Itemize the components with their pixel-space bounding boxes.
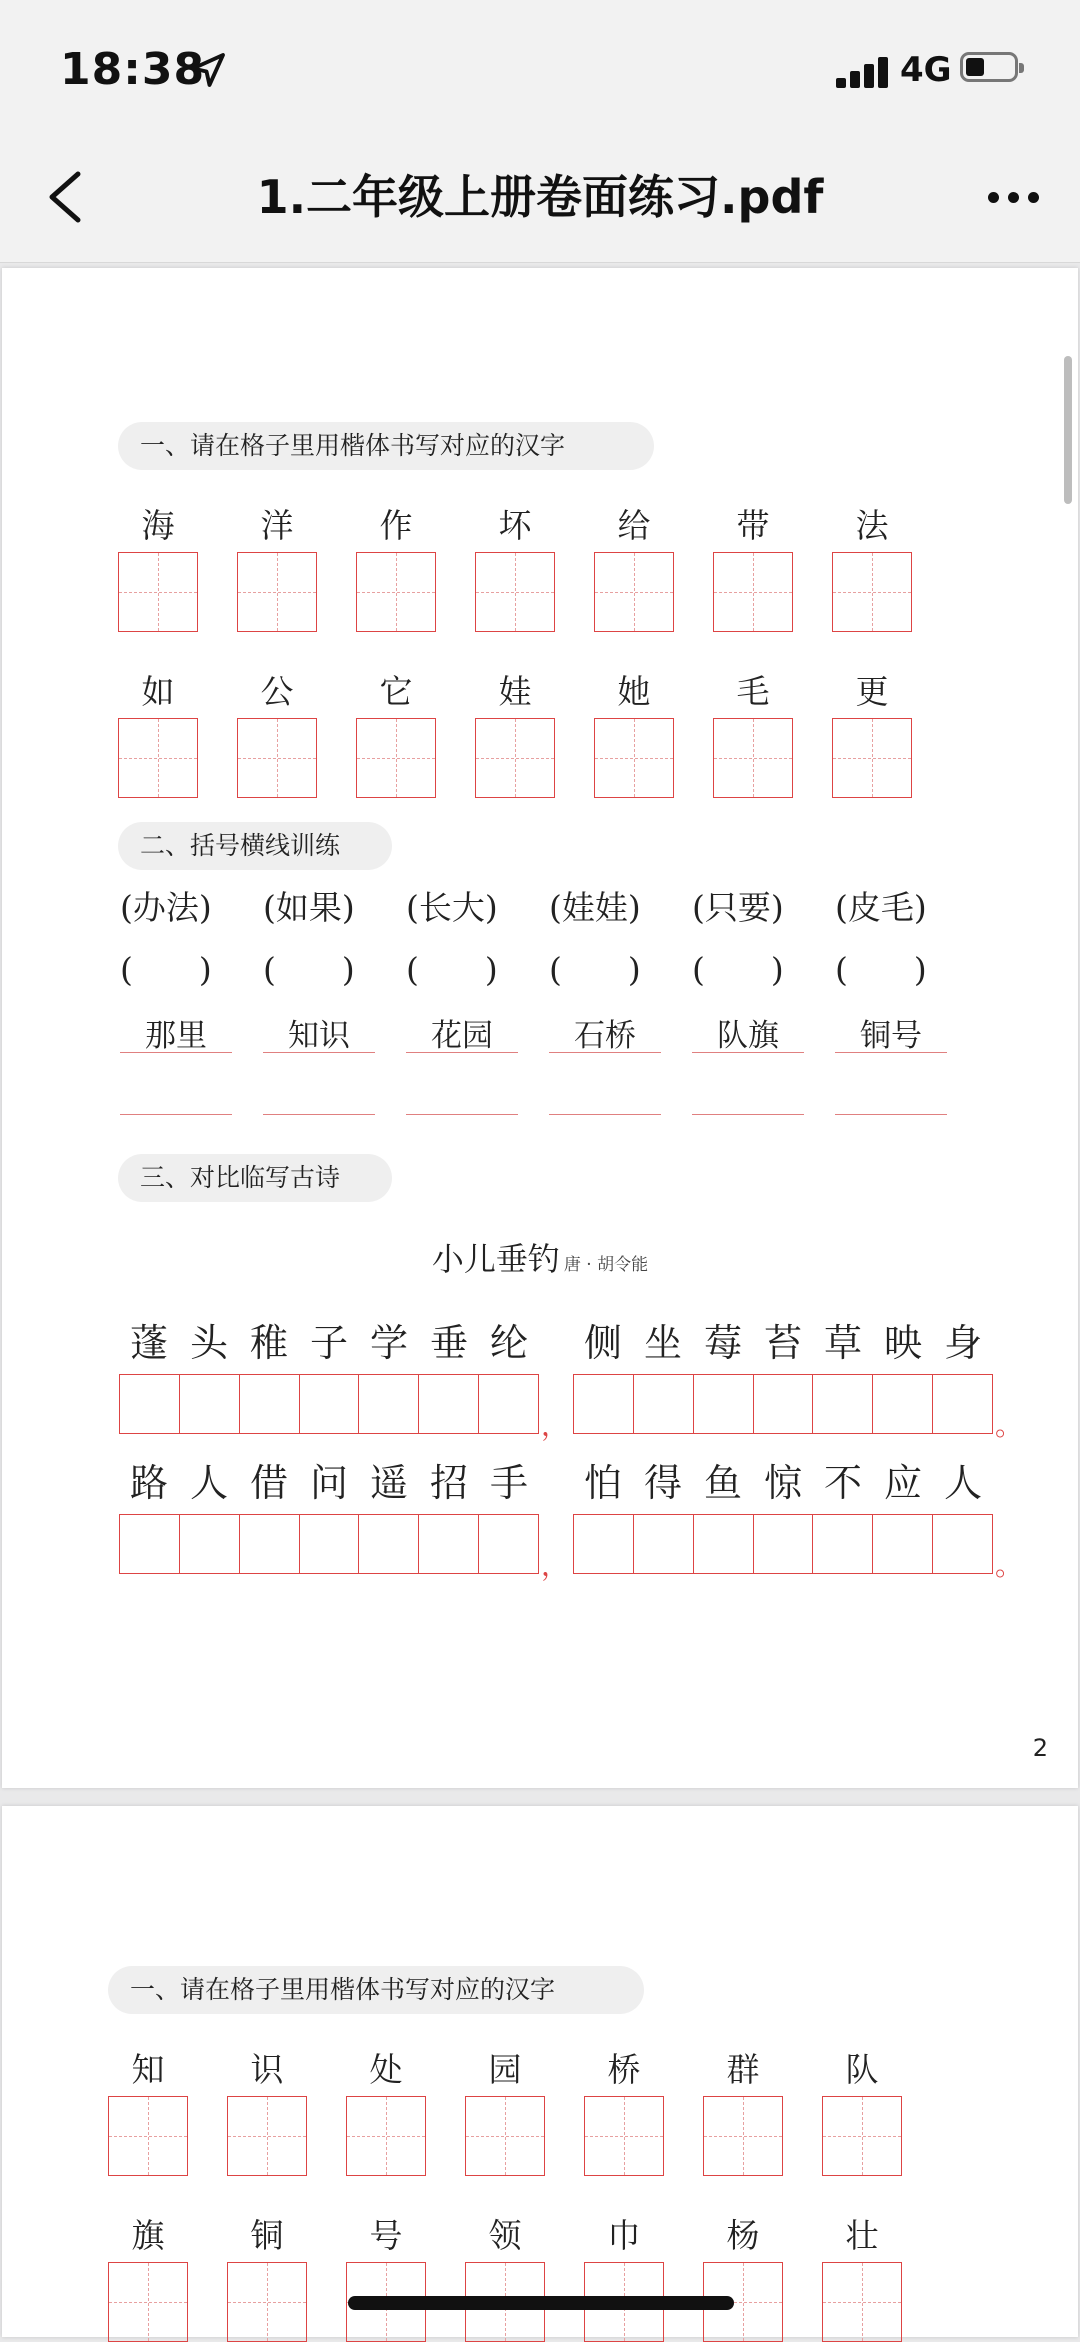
tianzige-box bbox=[594, 552, 674, 632]
tianzige-box bbox=[594, 718, 674, 798]
bracket-word: (娃娃) bbox=[549, 888, 641, 927]
underline bbox=[120, 1052, 232, 1053]
tianzige-box bbox=[356, 718, 436, 798]
poem-char: 侧 bbox=[583, 1321, 622, 1365]
tianzige-box bbox=[118, 718, 198, 798]
poem-char: 莓 bbox=[703, 1321, 742, 1365]
empty-bracket: ( ) bbox=[406, 950, 498, 989]
tianzige-box bbox=[822, 2262, 902, 2342]
tianzige-box bbox=[822, 2096, 902, 2176]
location-arrow-icon bbox=[190, 52, 226, 88]
hanzi-char: 群 bbox=[726, 2050, 760, 2089]
underline bbox=[835, 1114, 947, 1115]
poem-char: 草 bbox=[823, 1321, 862, 1365]
section-heading: 三、对比临写古诗 bbox=[118, 1154, 392, 1202]
network-type: 4G bbox=[900, 50, 952, 90]
hanzi-char: 她 bbox=[617, 672, 651, 711]
bracket-word: (皮毛) bbox=[835, 888, 927, 927]
hanzi-char: 法 bbox=[855, 506, 889, 545]
hanzi-char: 领 bbox=[488, 2216, 522, 2255]
tianzige-box bbox=[475, 718, 555, 798]
hanzi-char: 处 bbox=[369, 2050, 403, 2089]
poem-char: 路 bbox=[129, 1461, 168, 1505]
empty-bracket: ( ) bbox=[120, 950, 212, 989]
hanzi-char: 桥 bbox=[607, 2050, 641, 2089]
poem-author: 唐 · 胡令能 bbox=[563, 1255, 649, 1275]
hanzi-char: 海 bbox=[141, 506, 175, 545]
hanzi-char: 洋 bbox=[260, 506, 294, 545]
tianzige-box bbox=[118, 552, 198, 632]
poem-char: 借 bbox=[249, 1461, 288, 1505]
tianzige-box bbox=[227, 2262, 307, 2342]
poem-char: 鱼 bbox=[703, 1461, 742, 1505]
tianzige-box bbox=[237, 718, 317, 798]
status-bar bbox=[0, 0, 1080, 140]
underline-word: 队旗 bbox=[717, 1018, 779, 1054]
hanzi-char: 毛 bbox=[736, 672, 770, 711]
poem-char: 子 bbox=[309, 1321, 348, 1365]
tianzige-box bbox=[832, 552, 912, 632]
bracket-word: (办法) bbox=[120, 888, 212, 927]
hanzi-char: 识 bbox=[250, 2050, 284, 2089]
empty-bracket: ( ) bbox=[549, 950, 641, 989]
poem-char: 头 bbox=[189, 1321, 228, 1365]
poem-char: 遥 bbox=[369, 1461, 408, 1505]
poem-char: 招 bbox=[429, 1461, 468, 1505]
hanzi-char: 旗 bbox=[131, 2216, 165, 2255]
tianzige-box bbox=[703, 2096, 783, 2176]
battery-icon bbox=[960, 52, 1018, 82]
pdf-page bbox=[2, 1806, 1078, 2337]
hanzi-char: 公 bbox=[260, 672, 294, 711]
comma: ， bbox=[541, 1409, 570, 1442]
poem-char: 稚 bbox=[249, 1321, 288, 1365]
cellular-signal-icon bbox=[836, 56, 890, 88]
document-title: 1.二年级上册卷面练习.pdf bbox=[256, 170, 824, 224]
page-number: 2 bbox=[1032, 1734, 1048, 1762]
underline bbox=[835, 1052, 947, 1053]
hanzi-char: 更 bbox=[855, 672, 889, 711]
poem-char: 惊 bbox=[763, 1461, 802, 1505]
underline-word: 铜号 bbox=[860, 1018, 922, 1054]
hanzi-char: 坏 bbox=[498, 506, 532, 545]
poem-title-text: 小儿垂钓 bbox=[431, 1240, 560, 1278]
tianzige-box bbox=[713, 718, 793, 798]
pdf-page bbox=[2, 268, 1078, 1788]
poem-char: 人 bbox=[189, 1461, 228, 1505]
underline-word: 知识 bbox=[288, 1018, 350, 1054]
tianzige-box bbox=[346, 2096, 426, 2176]
period: 。 bbox=[995, 1409, 1024, 1442]
bracket-word: (只要) bbox=[692, 888, 784, 927]
underline bbox=[406, 1052, 518, 1053]
hanzi-char: 带 bbox=[736, 506, 770, 545]
tianzige-box bbox=[465, 2096, 545, 2176]
copy-grid-row bbox=[573, 1374, 993, 1434]
hanzi-char: 号 bbox=[369, 2216, 403, 2255]
hanzi-char: 杨 bbox=[726, 2216, 760, 2255]
poem-char: 学 bbox=[369, 1321, 408, 1365]
section-heading: 一、请在格子里用楷体书写对应的汉字 bbox=[108, 1966, 644, 2014]
bracket-word: (长大) bbox=[406, 888, 498, 927]
poem-char: 应 bbox=[883, 1461, 922, 1505]
hanzi-char: 作 bbox=[379, 506, 413, 545]
underline-word: 花园 bbox=[431, 1018, 493, 1054]
hanzi-char: 壮 bbox=[845, 2216, 879, 2255]
underline-word: 那里 bbox=[145, 1018, 207, 1054]
poem-char: 得 bbox=[643, 1461, 682, 1505]
underline bbox=[120, 1114, 232, 1115]
tianzige-box bbox=[584, 2096, 664, 2176]
section-heading: 一、请在格子里用楷体书写对应的汉字 bbox=[118, 422, 654, 470]
underline bbox=[549, 1114, 661, 1115]
poem-char: 映 bbox=[883, 1321, 922, 1365]
poem-title bbox=[2, 1234, 1078, 1280]
poem-char: 怕 bbox=[583, 1461, 622, 1505]
underline bbox=[263, 1114, 375, 1115]
tianzige-box bbox=[108, 2096, 188, 2176]
poem-char: 手 bbox=[489, 1461, 528, 1505]
hanzi-char: 如 bbox=[141, 672, 175, 711]
poem-char: 人 bbox=[943, 1461, 982, 1505]
underline bbox=[692, 1052, 804, 1053]
comma: ， bbox=[541, 1549, 570, 1582]
copy-grid-row bbox=[119, 1374, 539, 1434]
hanzi-char: 铜 bbox=[250, 2216, 284, 2255]
poem-char: 垂 bbox=[429, 1321, 468, 1365]
tianzige-box bbox=[356, 552, 436, 632]
underline-word: 石桥 bbox=[574, 1018, 636, 1054]
tianzige-box bbox=[237, 552, 317, 632]
period: 。 bbox=[995, 1549, 1024, 1582]
tianzige-box bbox=[713, 552, 793, 632]
poem-char: 苔 bbox=[763, 1321, 802, 1365]
poem-char: 问 bbox=[309, 1461, 348, 1505]
poem-char: 坐 bbox=[643, 1321, 682, 1365]
hanzi-char: 巾 bbox=[607, 2216, 641, 2255]
scrollbar[interactable] bbox=[1064, 356, 1072, 504]
tianzige-box bbox=[108, 2262, 188, 2342]
section-heading: 二、括号横线训练 bbox=[118, 822, 392, 870]
underline bbox=[406, 1114, 518, 1115]
bracket-word: (如果) bbox=[263, 888, 355, 927]
more-options-icon[interactable] bbox=[984, 178, 1044, 218]
tianzige-box bbox=[227, 2096, 307, 2176]
poem-char: 身 bbox=[943, 1321, 982, 1365]
status-time: 18:38 bbox=[60, 44, 206, 95]
tianzige-box bbox=[475, 552, 555, 632]
underline bbox=[263, 1052, 375, 1053]
home-indicator[interactable] bbox=[348, 2296, 734, 2310]
underline bbox=[692, 1114, 804, 1115]
copy-grid-row bbox=[119, 1514, 539, 1574]
hanzi-char: 知 bbox=[131, 2050, 165, 2089]
empty-bracket: ( ) bbox=[692, 950, 784, 989]
empty-bracket: ( ) bbox=[263, 950, 355, 989]
hanzi-char: 娃 bbox=[498, 672, 532, 711]
empty-bracket: ( ) bbox=[835, 950, 927, 989]
underline bbox=[549, 1052, 661, 1053]
copy-grid-row bbox=[573, 1514, 993, 1574]
hanzi-char: 给 bbox=[617, 506, 651, 545]
hanzi-char: 园 bbox=[488, 2050, 522, 2089]
poem-char: 纶 bbox=[489, 1321, 528, 1365]
hanzi-char: 队 bbox=[845, 2050, 879, 2089]
poem-char: 不 bbox=[823, 1461, 862, 1505]
nav-bar bbox=[0, 140, 1080, 263]
hanzi-char: 它 bbox=[379, 672, 413, 711]
poem-char: 蓬 bbox=[129, 1321, 168, 1365]
tianzige-box bbox=[832, 718, 912, 798]
